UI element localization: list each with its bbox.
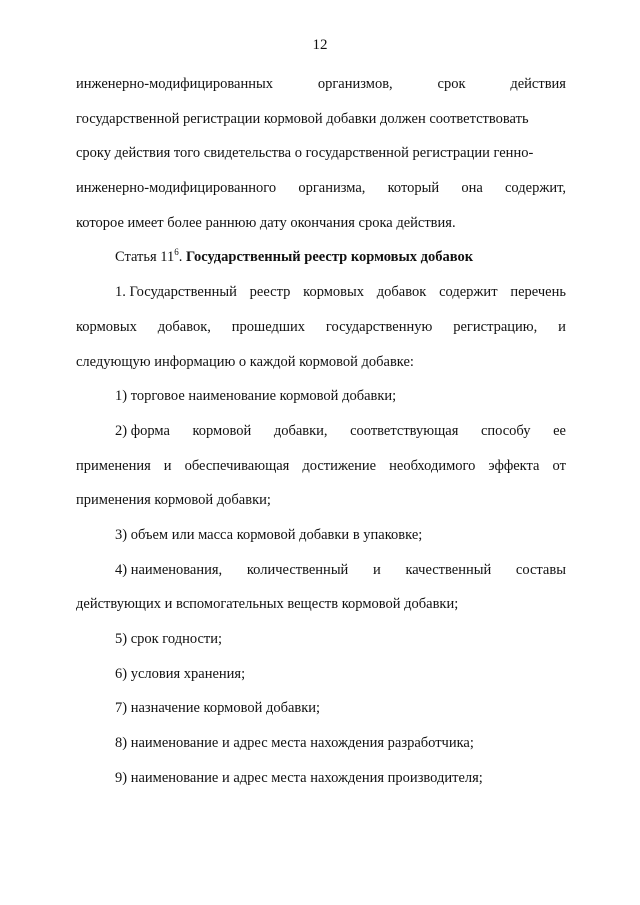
word: применения — [76, 457, 151, 474]
list-item: 9) наименование и адрес места нахождения производителя; — [115, 769, 483, 786]
word: способу — [480, 422, 531, 439]
document-body — [76, 73, 566, 801]
list-item: 6) условия хранения; — [115, 665, 246, 682]
word: обеспечивающая — [184, 457, 290, 474]
word: составы — [515, 561, 566, 578]
word: ее — [553, 422, 566, 439]
word: 2) форма — [115, 422, 170, 439]
paragraph-line: государственной регистрации кормовой добавки должен соответствовать — [76, 110, 529, 127]
word: качественный — [405, 561, 492, 578]
article-title: Государственный реестр кормовых добавок — [186, 249, 474, 266]
paragraph-line: сроку действия того свидетельства о государственной регистрации генно- — [76, 145, 534, 162]
word: достижение — [302, 457, 377, 474]
list-item: 7) назначение кормовой добавки; — [115, 700, 321, 717]
word: количественный — [246, 561, 349, 578]
word: организма, — [298, 180, 366, 197]
word: регистрацию, — [453, 318, 538, 335]
word: организмов, — [317, 76, 393, 92]
word: инженерно-модифицированного — [76, 180, 277, 197]
word: кормовых — [76, 318, 137, 335]
paragraph-line — [76, 73, 566, 108]
word: который — [387, 180, 440, 197]
clause-line — [76, 316, 566, 351]
word: содержит — [439, 284, 498, 301]
word: необходимого — [389, 457, 476, 474]
word: соответствующая — [350, 422, 459, 439]
word: кормовой — [192, 422, 252, 439]
word: эффекта — [488, 457, 540, 474]
word: государственную — [325, 318, 433, 335]
clause-line — [76, 281, 566, 316]
word: действия — [510, 76, 566, 92]
article-separator: . — [178, 249, 183, 266]
word: она — [461, 180, 483, 197]
page-number: 12 — [312, 37, 328, 53]
word: и — [163, 457, 172, 474]
article-prefix: Статья 11 — [115, 249, 175, 266]
clause-line: следующую информацию о каждой кормовой добавке: — [76, 353, 414, 370]
word: срок — [437, 76, 466, 92]
word: инженерно-модифицированных — [76, 76, 273, 92]
list-item-continuation: применения кормовой добавки; — [76, 492, 271, 509]
word: перечень — [510, 284, 566, 301]
article-heading — [76, 246, 566, 281]
word: прошедших — [231, 318, 306, 335]
paragraph-line: которое имеет более раннюю дату окончания срока действия. — [76, 214, 456, 231]
word: добавок, — [157, 318, 211, 335]
word: добавок — [376, 284, 427, 301]
list-item: 5) срок годности; — [115, 631, 223, 647]
list-item: 3) объем или масса кормовой добавки в упаковке; — [115, 526, 423, 543]
list-item — [76, 420, 566, 455]
word: кормовых — [303, 284, 364, 301]
word: от — [552, 457, 566, 474]
word: реестр — [249, 284, 291, 301]
word: содержит, — [505, 180, 566, 197]
list-item-continuation: действующих и вспомогательных веществ кормовой добавки; — [76, 596, 459, 613]
article-superscript: 6 — [174, 247, 179, 258]
list-item-continuation — [76, 455, 566, 490]
word: и — [558, 318, 566, 335]
word: 1. Государственный — [115, 284, 237, 301]
word: добавки, — [273, 422, 328, 439]
word: 4) наименования, — [115, 561, 223, 578]
list-item — [76, 559, 566, 594]
paragraph-line — [76, 177, 566, 212]
word: и — [373, 561, 381, 578]
list-item: 8) наименование и адрес места нахождения разработчика; — [115, 735, 474, 752]
list-item: 1) торговое наименование кормовой добавки; — [115, 388, 397, 405]
